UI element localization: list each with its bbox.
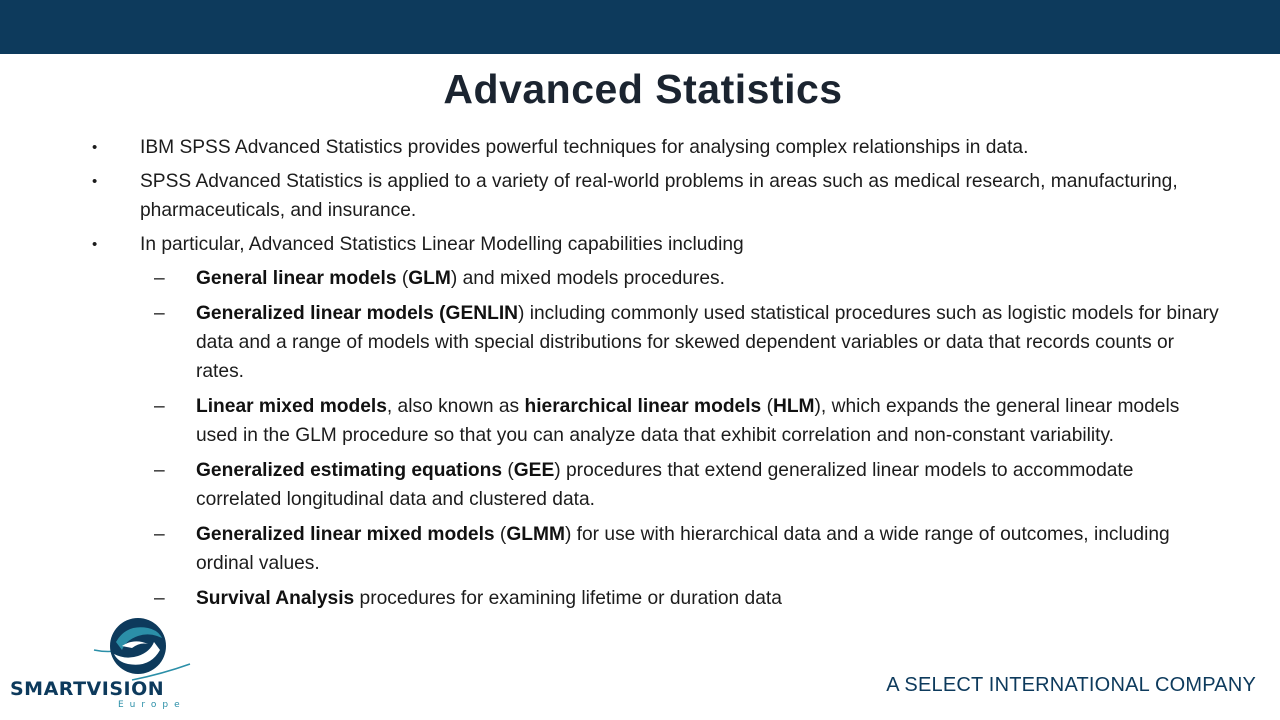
slide-title: Advanced Statistics [443, 66, 843, 112]
sub-item-glmm [154, 520, 1221, 578]
dash-marker: – [154, 303, 165, 324]
term-bold: Generalized linear models (GENLIN [196, 303, 519, 324]
sub-text: procedures for examining lifetime or duration data [354, 588, 782, 609]
sub-item-genlin [154, 299, 1221, 386]
dash-marker: – [154, 460, 165, 481]
sub-text: ) and mixed models procedures. [450, 268, 725, 289]
sub-item-survival [154, 584, 1221, 613]
bullet-marker: • [92, 139, 98, 156]
sub-item-glm [154, 264, 1221, 293]
term-bold: Generalized linear mixed models [196, 524, 495, 545]
bullet-text: SPSS Advanced Statistics is applied to a variety of real-world problems in areas such as medical research, manufacturing, pharmaceuticals, and insurance. [140, 171, 1178, 221]
logo-wordmark [10, 678, 250, 700]
term-bold: HLM [772, 396, 815, 417]
smartvision-logo [8, 614, 252, 714]
term-bold: Linear mixed models [196, 396, 387, 417]
term-bold: GLM [408, 268, 451, 289]
header-bar [0, 0, 1280, 54]
bullet-marker: • [92, 236, 98, 253]
slide-content [0, 133, 1280, 619]
dash-marker: – [154, 396, 165, 417]
sub-text: ) including commonly used statistical procedures such as logistic models for binary data and a range of models with special distributions for skewed dependent variables or data that records counts or rates. [196, 303, 1219, 382]
term-bold: Generalized estimating equations [196, 460, 503, 481]
dash-marker: – [154, 268, 165, 289]
bullet-text: In particular, Advanced Statistics Linear Modelling capabilities including [140, 234, 744, 255]
term-bold: General linear models [196, 268, 397, 289]
sub-text: ( [502, 460, 514, 481]
sub-text: ( [494, 524, 507, 545]
sub-text: , also known as [386, 396, 525, 417]
bullet-marker: • [92, 173, 98, 190]
sub-text: ( [396, 268, 409, 289]
bullet-item [92, 230, 1215, 259]
logo-word-smart: SMART [10, 678, 87, 700]
dash-marker: – [154, 588, 165, 609]
bullet-item [92, 133, 1215, 162]
bullet-text: IBM SPSS Advanced Statistics provides powerful techniques for analysing complex relationships in data. [140, 137, 1029, 158]
term-bold: Survival Analysis [196, 588, 355, 609]
company-tagline: A SELECT INTERNATIONAL COMPANY [886, 674, 1256, 696]
bullet-item [92, 167, 1215, 225]
term-bold: GLMM [506, 524, 565, 545]
sub-text: ) for use with hierarchical data and a wide range of outcomes, including ordinal values. [196, 524, 1170, 574]
sub-text: ( [761, 396, 773, 417]
term-bold: GEE [513, 460, 555, 481]
logo-subtitle: Europe [118, 700, 186, 710]
sub-text: ) procedures that extend generalized linear models to accommodate correlated longitudinal data and clustered data. [196, 460, 1134, 510]
term-bold: hierarchical linear models [524, 396, 762, 417]
sub-item-gee [154, 456, 1221, 514]
sub-item-hlm [154, 392, 1221, 450]
sub-text: ), which expands the general linear models used in the GLM procedure so that you can analyze data that exhibit correlation and non-constant variability. [196, 396, 1180, 446]
logo-word-vision: VISION [86, 678, 165, 700]
dash-marker: – [154, 524, 165, 545]
